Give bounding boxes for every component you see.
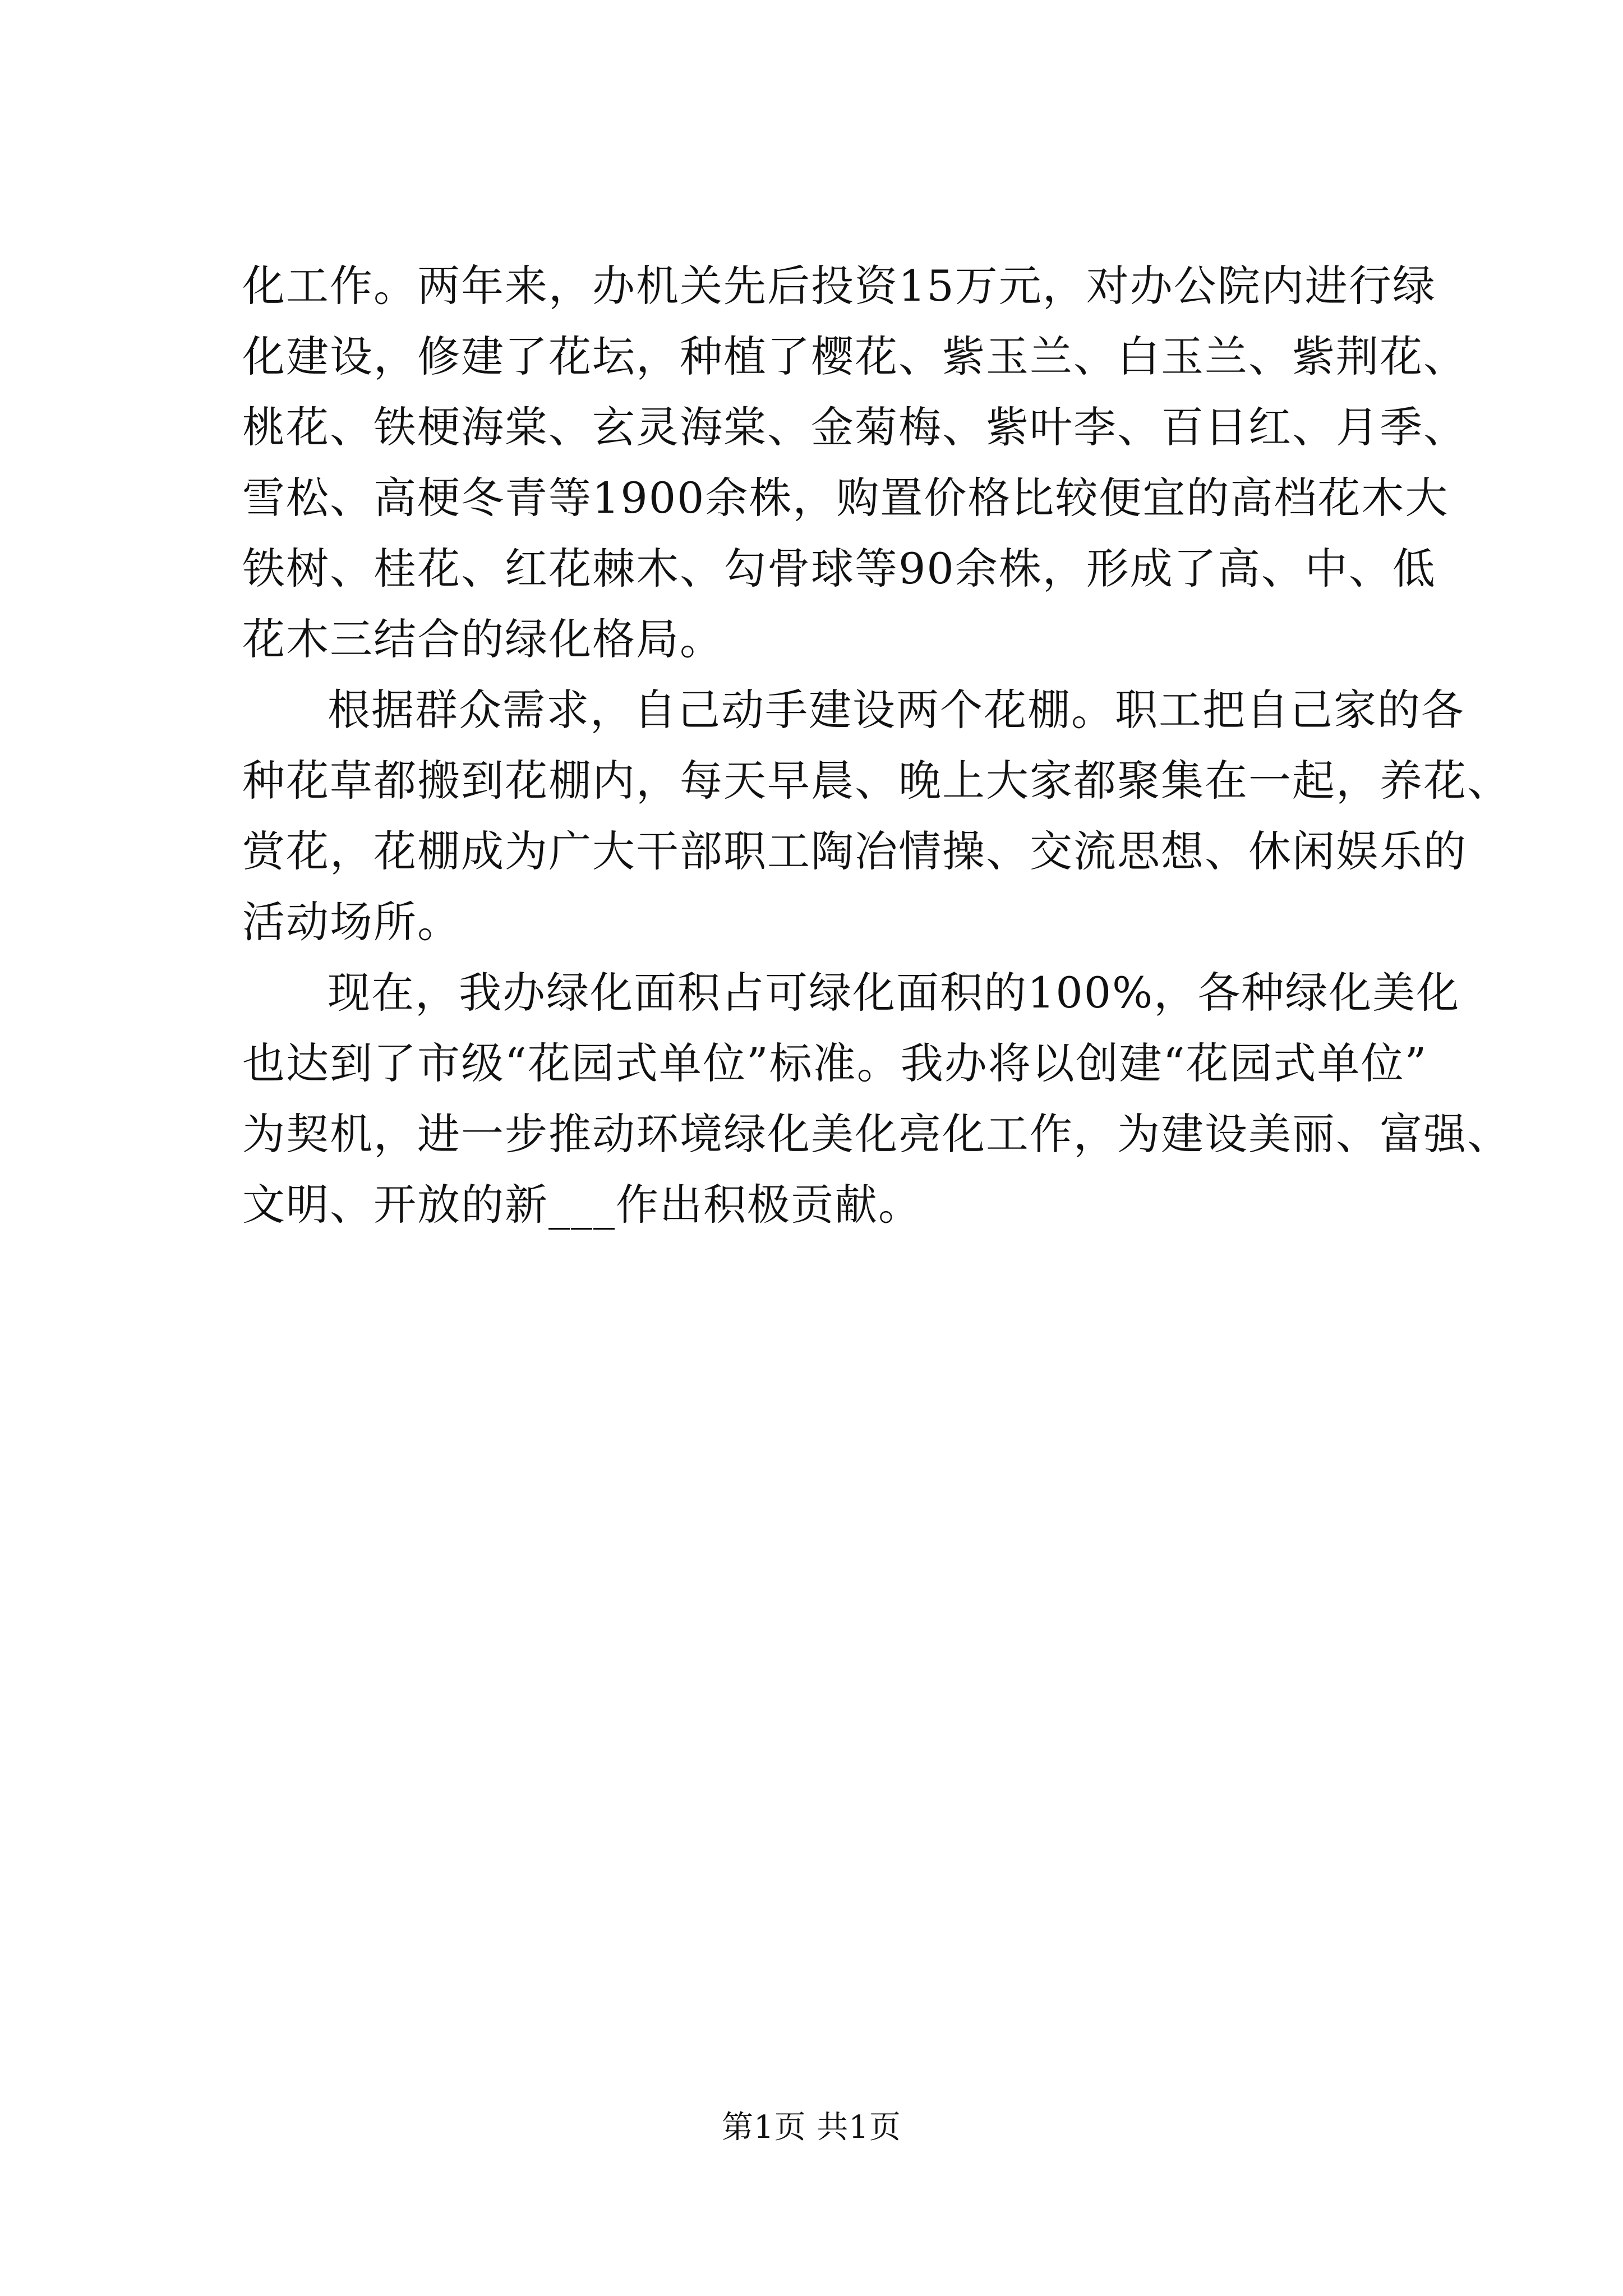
paragraph-line: 化建设，修建了花坛，种植了樱花、紫玉兰、白玉兰、紫荆花、 xyxy=(242,332,1467,381)
paragraph-line: 种花草都搬到花棚内，每天早晨、晚上大家都聚集在一起，养花、 xyxy=(242,756,1511,806)
document-body xyxy=(242,261,1511,1254)
paragraph-line: 活动场所。 xyxy=(242,897,461,947)
paragraph-line: 也达到了市级“花园式单位”标准。我办将以创建“花园式单位” xyxy=(242,1038,1428,1088)
page-number-footer: 第1页 共1页 xyxy=(721,2109,902,2146)
paragraph-line: 雪松、高梗冬青等1900余株，购置价格比较便宜的高档花木大 xyxy=(242,473,1449,523)
paragraph-line: 桃花、铁梗海棠、玄灵海棠、金菊梅、紫叶李、百日红、月季、 xyxy=(242,402,1467,452)
paragraph-line: 根据群众需求，自己动手建设两个花棚。职工把自己家的各 xyxy=(328,685,1465,735)
paragraph-line: 现在，我办绿化面积占可绿化面积的100%，各种绿化美化 xyxy=(328,968,1460,1018)
paragraph-line: 为契机，进一步推动环境绿化美化亮化工作，为建设美丽、富强、 xyxy=(242,1109,1511,1159)
paragraph-line: 文明、开放的新___作出积极贡献。 xyxy=(242,1180,922,1230)
paragraph-1 xyxy=(242,261,1467,664)
paragraph-line: 赏花，花棚成为广大干部职工陶冶情操、交流思想、休闲娱乐的 xyxy=(242,826,1467,876)
paragraph-line: 花木三结合的绿化格局。 xyxy=(242,614,723,664)
paragraph-line: 铁树、桂花、红花棘木、勾骨球等90余株，形成了高、中、低 xyxy=(242,544,1436,593)
paragraph-2 xyxy=(242,685,1511,947)
paragraph-line: 化工作。两年来，办机关先后投资15万元，对办公院内进行绿 xyxy=(242,261,1436,311)
paragraph-3 xyxy=(242,968,1511,1230)
